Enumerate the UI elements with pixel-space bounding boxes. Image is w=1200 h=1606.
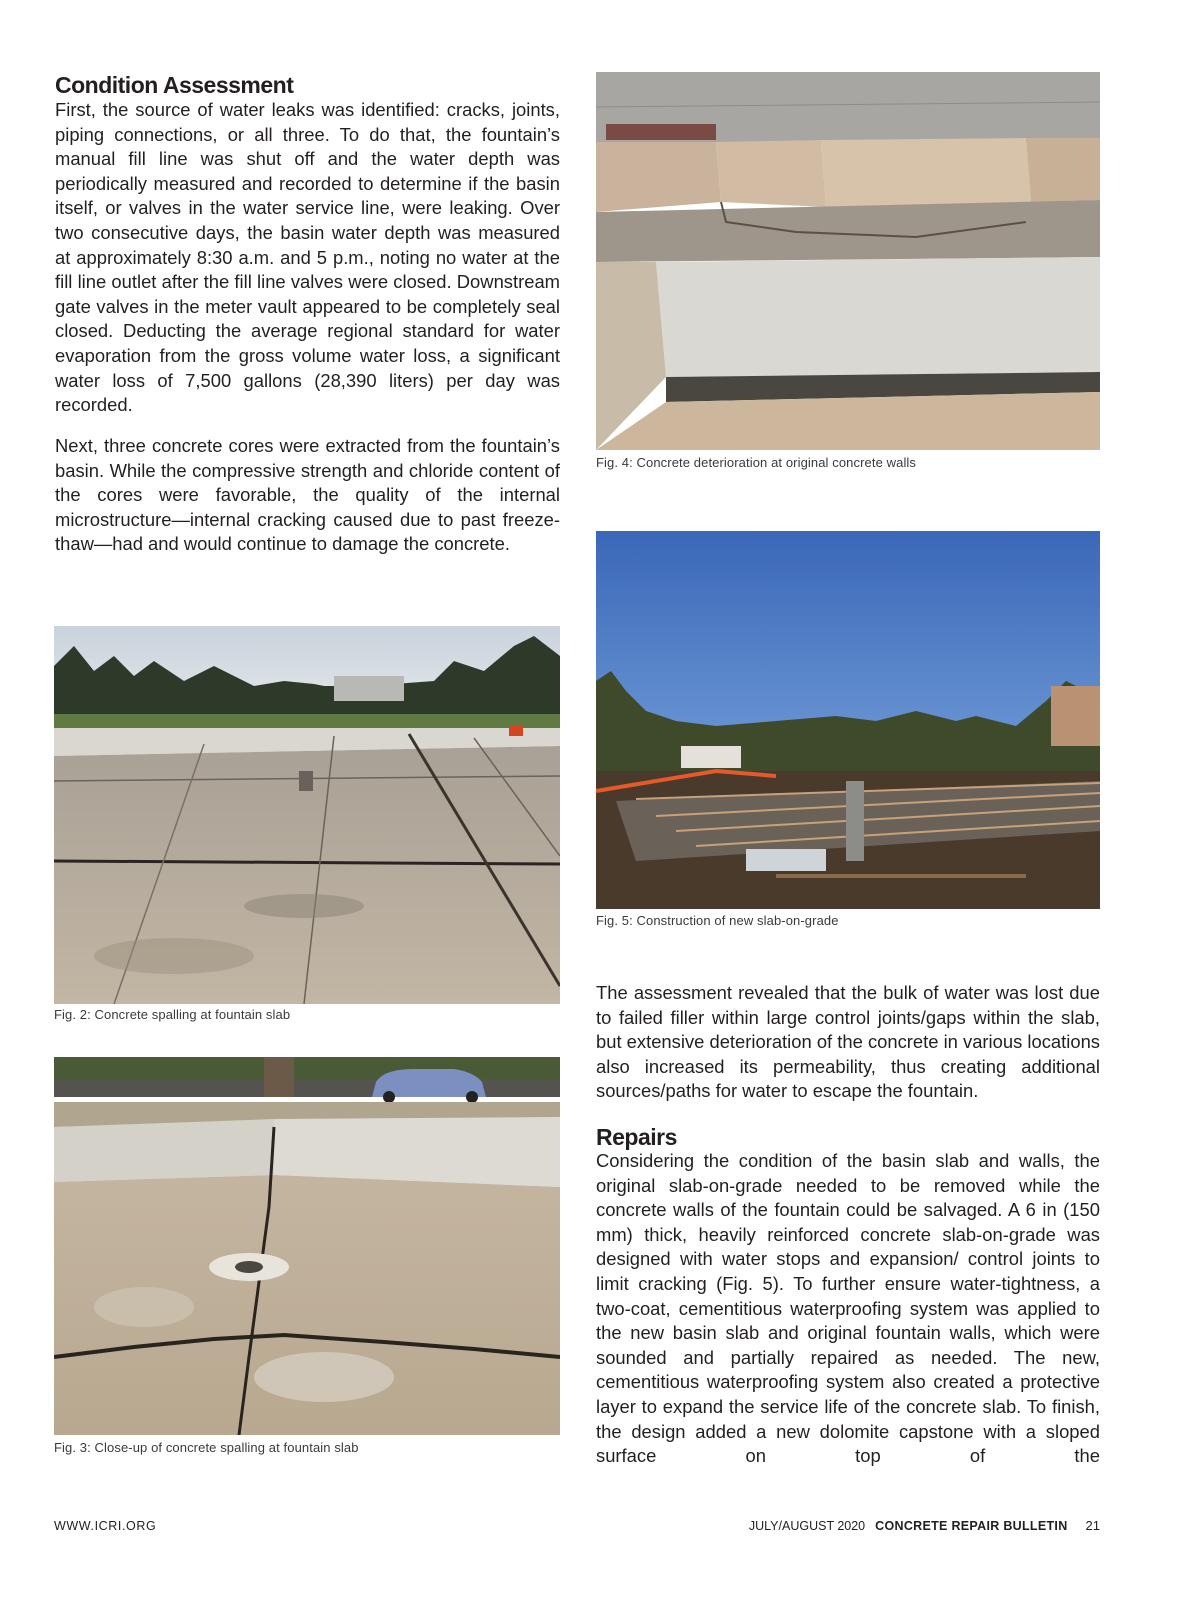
footer-page-number: 21 — [1085, 1518, 1100, 1533]
footer-website: WWW.ICRI.ORG — [54, 1519, 157, 1533]
fig3-caption: Fig. 3: Close-up of concrete spalling at fountain slab — [54, 1440, 359, 1455]
footer-publication-info — [749, 1518, 1100, 1533]
condition-assessment-heading: Condition Assessment — [55, 72, 294, 98]
fig2-photo-fountain-slab — [54, 626, 560, 1004]
fig5-caption: Fig. 5: Construction of new slab-on-grade — [596, 913, 839, 928]
fig4-caption: Fig. 4: Concrete deterioration at original concrete walls — [596, 455, 917, 470]
paragraph-concrete-cores: Next, three concrete cores were extracted from the fountain’s basin. While the compressive strength and chloride content of the cores were favorable, the quality of the internal microstructure—internal cracking caused due to past freeze-thaw—had and would continue to damage the concrete. — [55, 435, 560, 555]
fig5-photo-new-slab-construction — [596, 531, 1100, 909]
paragraph-water-leaks: First, the source of water leaks was identified: cracks, joints, piping connections, or all three. To do that, the fountain’s manual fill line was shut off and the water depth was periodically measured and recorded to determine if the basin itself, or valves in the water service line, were leaking. Over two consecutive days, the basin water depth was measured at approximately 8:30 a.m. and 5 p.m., noting no water at the fill line outlet after the fill line valves were closed. Downstream gate valves in the meter vault appeared to be completely seal closed. Deducting the average regional standard for water evaporation from the gross volume water loss, a significant water loss of 7,500 gallons (28,390 liters) per day was recorded. — [55, 99, 560, 416]
footer-publication: CONCRETE REPAIR BULLETIN — [875, 1519, 1068, 1533]
repairs-heading: Repairs — [596, 1124, 677, 1150]
paragraph-repairs: Considering the condition of the basin slab and walls, the original slab-on-grade needed to be removed while the concrete walls of the fountain could be salvaged. A 6 in (150 mm) thick, heavily reinforced concrete slab-on-grade was designed with water stops and expansion/ control joints to limit cracking (Fig. 5). To further ensure water-tightness, a two-coat, cementitious waterproofing system was applied to the new basin slab and original fountain walls, which were sounded and partially repaired as needed. The new, cementitious waterproofing system also created a protective layer to expand the service life of the concrete slab. To finish, the design added a new dolomite capstone with a sloped surface on top of the — [596, 1150, 1100, 1467]
footer-issue: JULY/AUGUST 2020 — [748, 1519, 866, 1533]
fig2-caption: Fig. 2: Concrete spalling at fountain slab — [54, 1007, 291, 1022]
fig4-photo-wall-deterioration — [596, 72, 1100, 450]
fig3-photo-spalling-closeup — [54, 1057, 560, 1435]
paragraph-assessment-results: The assessment revealed that the bulk of water was lost due to failed filler within large control joints/gaps within the slab, but extensive deterioration of the concrete in various locations also increased its permeability, thus creating additional sources/paths for water to escape the fountain. — [596, 982, 1100, 1102]
